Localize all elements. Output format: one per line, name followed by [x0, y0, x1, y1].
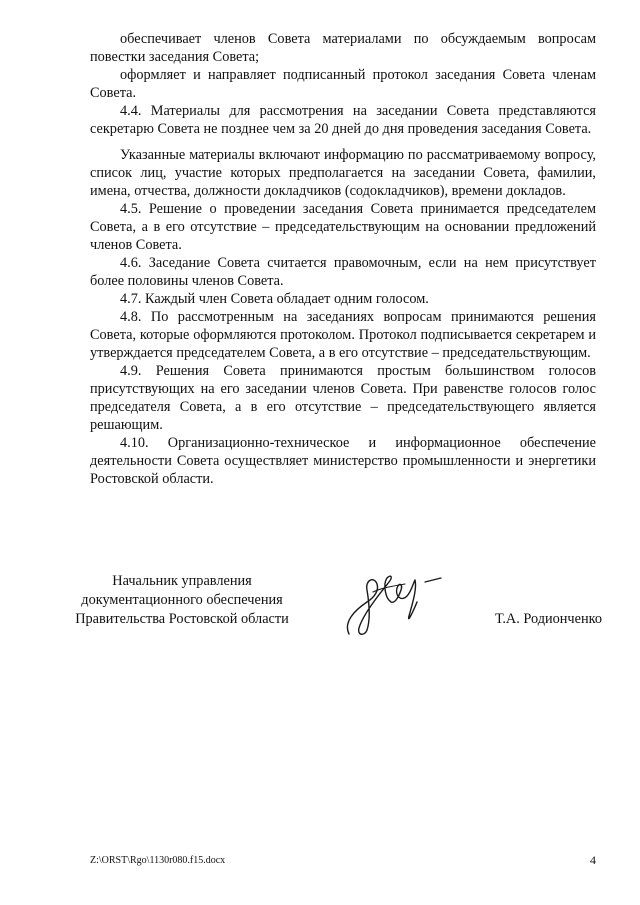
signature-block	[62, 572, 602, 652]
signatory-name: Т.А. Родионченко	[495, 611, 602, 627]
footer-file-path: Z:\ORST\Rgo\1130r080.f15.docx	[90, 855, 226, 866]
paragraph-4-10: 4.10. Организационно-техническое и информационное обеспечение деятельности Совета осуществляет министерство промышленности и энергетики Ростовской области.	[90, 435, 596, 487]
signatory-position-line-3: Правительства Ростовской области	[75, 611, 289, 627]
paragraph-4-8: 4.8. По рассмотренным на заседаниях вопросам принимаются решения Совета, которые оформляются протоколом. Протокол подписывается секретарем и утверждается председателем Совета, а в его отсутствие – председательствующим.	[90, 309, 596, 361]
signatory-position-line-1: Начальник управления	[112, 573, 252, 589]
paragraph-materials-provision: обеспечивает членов Совета материалами по обсуждаемым вопросам повестки заседания Совета;	[90, 31, 596, 65]
signatory-position	[62, 572, 302, 629]
paragraph-4-6: 4.6. Заседание Совета считается правомочным, если на нем присутствует более половины членов Совета.	[90, 255, 596, 289]
document-body	[90, 30, 596, 488]
paragraph-protocol-distribution: оформляет и направляет подписанный протокол заседания Совета членам Совета.	[90, 67, 596, 101]
page-number: 4	[590, 853, 596, 867]
paragraph-materials-content: Указанные материалы включают информацию по рассматриваемому вопросу, список лиц, участие которых предполагается на заседании Совета, фамилии, имена, отчества, должности докладчиков (содокладчиков), времени докладов.	[90, 147, 596, 199]
paragraph-4-7: 4.7. Каждый член Совета обладает одним голосом.	[120, 291, 429, 307]
paragraph-4-4: 4.4. Материалы для рассмотрения на заседании Совета представляются секретарю Совета не позднее чем за 20 дней до дня проведения заседания Совета.	[90, 103, 596, 137]
paragraph-4-9: 4.9. Решения Совета принимаются простым большинством голосов присутствующих на его заседании членов Совета. При равенстве голосов голос председателя Совета, а в его отсутствие – председательствующего является решающим.	[90, 363, 596, 433]
handwritten-signature	[337, 562, 457, 642]
signatory-position-line-2: документационного обеспечения	[81, 592, 283, 608]
paragraph-4-5: 4.5. Решение о проведении заседания Совета принимается председателем Совета, а в его отсутствие – председательствующим на основании предложений членов Совета.	[90, 201, 596, 253]
